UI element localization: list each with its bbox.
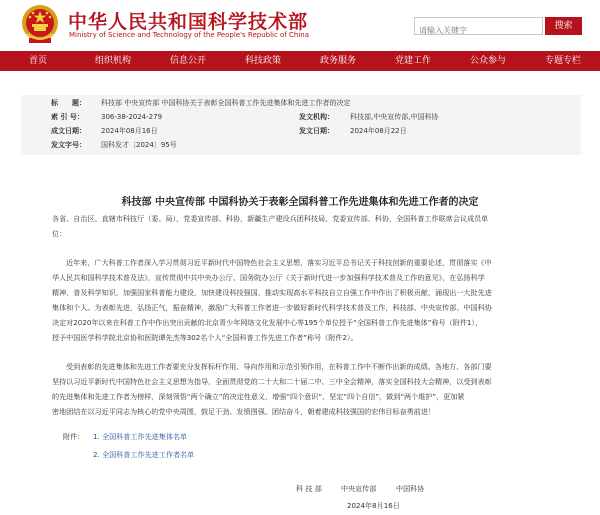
paragraph-line: 华人民共和国科学技术普及法》，宣传贯彻中共中央办公厅、国务院办公厅《关于新时代进一步加强科学技术普及工作的意见》，在弘扬科学: [52, 273, 485, 282]
attachments-label: 附件：: [63, 432, 85, 441]
paragraph-line: 精神，普及科学知识，加强国家科普能力建设，加快建设科技强国，推动实现高水平科技自立自强工作中作出了积极贡献，涌现出一大批先进: [52, 288, 492, 297]
nav-item-information[interactable]: 信息公开: [169, 56, 207, 66]
meta-row-dates: [21, 125, 581, 138]
salutation-line: 位：: [52, 229, 67, 238]
nav-item-party[interactable]: 党建工作: [394, 56, 432, 66]
paragraph-2: [52, 359, 492, 419]
meta-docno-value: 国科发才〔2024〕95号: [101, 141, 177, 149]
national-emblem-icon[interactable]: [21, 4, 59, 44]
meta-written-value: 2024年08月16日: [101, 127, 158, 135]
search-button[interactable]: 搜索: [545, 17, 582, 35]
meta-index-label: 索 引 号：: [51, 113, 84, 121]
sign-date: 2024年8月16日: [347, 501, 400, 510]
nav-item-services[interactable]: 政务服务: [319, 56, 357, 66]
search-input[interactable]: [415, 23, 539, 39]
salutation-line: 各省、自治区、直辖市科技厅（委、局），党委宣传部、科协，新疆生产建设兵团科技局、党委宣传部、科协，全国科普工作联席会议成员单: [52, 214, 489, 223]
signer-1: 科 技 部: [296, 484, 322, 493]
meta-issued-label: 发文日期：: [299, 127, 334, 135]
nav-item-home[interactable]: 首页: [28, 56, 48, 66]
paragraph-line: 近年来，广大科普工作者深入学习贯彻习近平新时代中国特色社会主义思想，落实习近平总书记关于科技创新的重要论述，贯彻落实《中: [66, 258, 492, 267]
site-title[interactable]: 中华人民共和国科学技术部: [68, 11, 309, 33]
meta-title-label: 标 题：: [51, 99, 86, 107]
salutation: [52, 211, 488, 241]
document-title: 科技部 中央宣传部 中国科协关于表彰全国科普工作先进集体和先进工作者的决定: [121, 197, 479, 208]
paragraph-line: 决定对2020年以来在科普工作中作出突出贡献的北京青少年网络文化发展中心等195个单位授予“全国科普工作先进集体”称号（附件1），: [52, 318, 483, 327]
paragraph-line: 受到表彰的先进集体和先进工作者要充分发挥标杆作用、导向作用和示范引领作用，在科普工作中不断作出新的成绩。各地方、各部门要: [66, 362, 492, 371]
paragraph-1: [52, 255, 492, 345]
site-subtitle: Ministry of Science and Technology of the People's Republic of China: [69, 31, 310, 39]
paragraph-line: 密地团结在以习近平同志为核心的党中央周围，鼓足干劲、发愤图强、团结奋斗，朝着建成科技强国的宏伟目标奋勇前进！: [52, 407, 436, 416]
paragraph-line: 的先进集体和先进工作者为榜样，深刻领悟“两个确立”的决定性意义，增强“四个意识”，坚定“四个自信”，做到“两个维护”，更加紧: [52, 392, 465, 401]
attachment-link-1[interactable]: 1. 全国科普工作先进集体名单: [93, 432, 188, 441]
search-box: [414, 17, 543, 35]
meta-issuer-value: 科技部,中央宣传部,中国科协: [350, 113, 439, 121]
site-header: [0, 0, 600, 50]
main-nav: [0, 51, 600, 71]
paragraph-line: 坚持以习近平新时代中国特色社会主义思想为指导，全面贯彻党的二十大和二十届二中、三中全会精神，落实全国科技大会精神，以受到表彰: [52, 377, 492, 386]
meta-written-label: 成文日期：: [51, 127, 86, 135]
nav-item-organization[interactable]: 组织机构: [94, 56, 132, 66]
signer-2: 中央宣传部: [341, 484, 377, 493]
meta-row-index: [21, 111, 581, 124]
document-metadata: [21, 95, 581, 155]
meta-docno-label: 发文字号：: [51, 141, 86, 149]
meta-row-docno: [21, 139, 581, 152]
nav-item-public[interactable]: 公众参与: [469, 56, 507, 66]
nav-item-topics[interactable]: 专题专栏: [544, 56, 582, 66]
signer-3: 中国科协: [396, 484, 425, 493]
meta-title-value: 科技部 中央宣传部 中国科协关于表彰全国科普工作先进集体和先进工作者的决定: [101, 99, 351, 107]
meta-issuer-label: 发文机构：: [299, 113, 334, 121]
nav-item-policy[interactable]: 科技政策: [244, 56, 282, 66]
meta-row-title: [21, 97, 581, 110]
meta-issued-value: 2024年08月22日: [350, 127, 407, 135]
paragraph-line: 集体和个人。为表彰先进，弘扬正气，振奋精神，激励广大科普工作者进一步做好新时代科学技术普及工作，科技部、中央宣传部、中国科协: [52, 303, 492, 312]
meta-index-value: 306-38-2024-279: [101, 113, 163, 121]
paragraph-line: 授予中国医学科学院北京协和医院谭先杰等302名个人“全国科普工作先进工作者”称号（附件2）。: [52, 333, 358, 342]
attachment-link-2[interactable]: 2. 全国科普工作先进工作者名单: [93, 450, 195, 459]
